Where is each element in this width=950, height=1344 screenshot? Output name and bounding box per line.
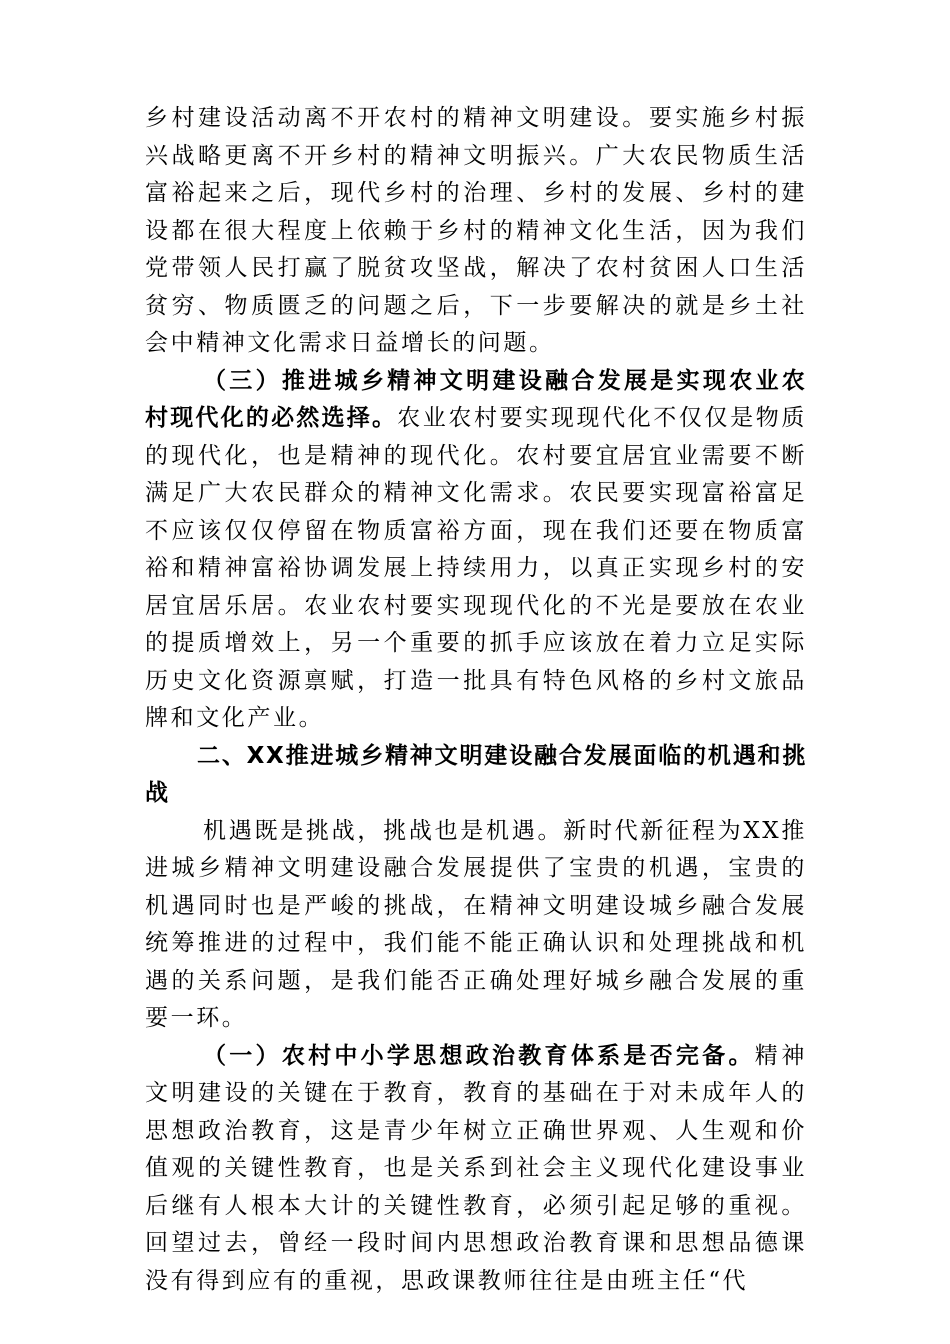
section-two-heading: 二、XX推进城乡精神文明建设融合发展面临的机遇和挑战: [145, 742, 807, 806]
paragraph-three: [145, 363, 807, 738]
section-two-intro: [145, 813, 807, 1038]
section-two-intro-text: 机遇既是挑战，挑战也是机遇。新时代新征程为XX推进城乡精神文明建设融合发展提供了宝贵的机遇，宝贵的机遇同时也是严峻的挑战，在精神文明建设城乡融合发展统筹推进的过程中，我们能不能正确认识和处理挑战和机遇的关系问题，是我们能否正确处理好城乡融合发展的重要一环。: [145, 817, 807, 1031]
paragraph-section-one-body: 精神文明建设的关键在于教育，教育的基础在于对未成年人的思想政治教育，这是青少年树立正确世界观、人生观和价值观的关键性教育，也是关系到社会主义现代化建设事业后继有人根本大计的关键性教育，必须引起足够的重视。回望过去，曾经一段时间内思想政治教育课和思想品德课没有得到应有的重视，思政课教师往往是由班主任“代: [145, 1042, 808, 1294]
paragraph-intro-text: 乡村建设活动离不开农村的精神文明建设。要实施乡村振兴战略更离不开乡村的精神文明振兴。广大农民物质生活富裕起来之后，现代乡村的治理、乡村的发展、乡村的建设都在很大程度上依赖于乡村的精神文化生活，因为我们党带领人民打赢了脱贫攻坚战，解决了农村贫困人口生活贫穷、物质匮乏的问题之后，下一步要解决的就是乡土社会中精神文化需求日益增长的问题。: [145, 105, 807, 356]
document-page: [145, 100, 807, 1300]
paragraph-three-lead: （三）推进城乡精神文明建设融合发展是实现农业农村现代化的必然选择。: [145, 367, 807, 431]
paragraph-three-body: 农业农村要实现现代化不仅仅是物质的现代化，也是精神的现代化。农村要宜居宜业需要不断满足广大农民群众的精神文化需求。农民要实现富裕富足不应该仅仅停留在物质富裕方面，现在我们还要在物质富裕和精神富裕协调发展上持续用力，以真正实现乡村的安居宜居乐居。农业农村要实现现代化的不光是要放在农业的提质增效上，另一个重要的抓手应该放在着力立足实际历史文化资源禀赋，打造一批具有特色风格的乡村文旅品牌和文化产业。: [145, 405, 807, 731]
paragraph-section-one-lead: （一）农村中小学思想政治教育体系是否完备。: [203, 1042, 755, 1069]
paragraph-intro: [145, 100, 807, 363]
paragraph-section-one: [145, 1038, 807, 1301]
